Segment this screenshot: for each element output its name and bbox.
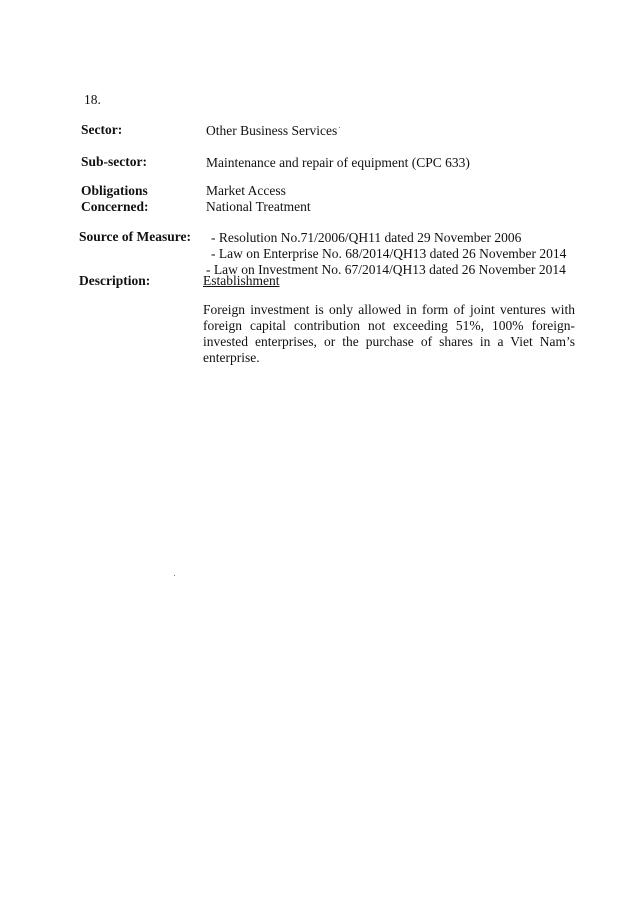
description-text: Foreign investment is only allowed in form of joint ventures with foreign capital contribution not exceeding 51%, 100% foreign-invested enterprises, or the purchase of shares in a Viet Nam’s enterprise. — [203, 302, 575, 365]
source-of-measure-label: Source of Measure: — [79, 229, 191, 244]
obligations-value-market-access: Market Access — [206, 183, 286, 198]
sub-sector-value: Maintenance and repair of equipment (CPC 633) — [206, 155, 470, 170]
source-of-measure-item: - Law on Enterprise No. 68/2014/QH13 dated 26 November 2014 — [211, 246, 567, 261]
scan-speck — [339, 127, 340, 128]
sub-sector-label: Sub-sector: — [81, 154, 147, 169]
obligations-value-national-treatment: National Treatment — [206, 199, 311, 214]
sector-value: Other Business Services — [206, 123, 338, 138]
scan-speck — [174, 575, 175, 576]
description-heading: Establishment — [203, 273, 280, 288]
obligations-label-line1: Obligations — [81, 183, 148, 198]
obligations-label-line2: Concerned: — [81, 199, 149, 214]
sector-label: Sector: — [81, 122, 123, 137]
source-of-measure-item: - Resolution No.71/2006/QH11 dated 29 November 2006 — [211, 230, 522, 245]
description-label: Description: — [79, 273, 151, 288]
entry-number: 18. — [84, 92, 101, 107]
source-of-measure-item: - Law on Investment No. 67/2014/QH13 dated 26 November 2014 — [206, 262, 566, 277]
